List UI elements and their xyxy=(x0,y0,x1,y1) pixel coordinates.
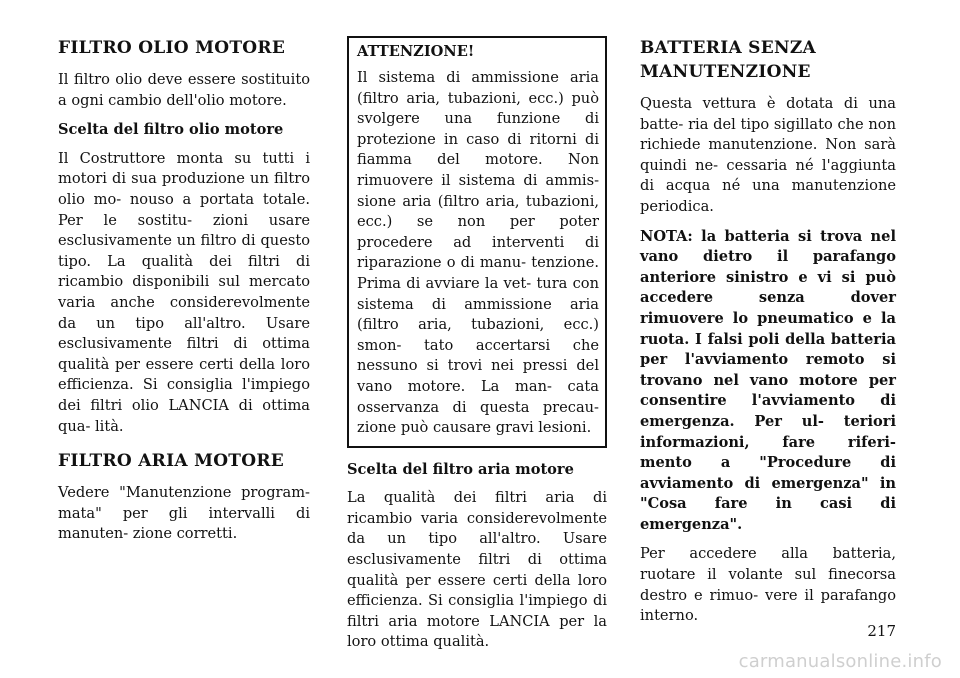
section-heading-air-filter: FILTRO ARIA MOTORE xyxy=(58,451,285,472)
oil-filter-intro: Il filtro olio deve essere sostituito a ogni cambio dell'olio motore. xyxy=(58,71,310,109)
battery-access: Per accedere alla batteria, ruotare il volante sul finecorsa destro e rimuo- vere il parafango interno. xyxy=(640,545,896,625)
warning-title: ATTENZIONE! xyxy=(357,43,475,60)
battery-note: NOTA: la batteria si trova nel vano dietro il parafango anteriore sinistro e vi si può accedere senza dover rimuovere lo pneumatico e la ruota. I falsi poli della batteria per l'avviamento remoto si trovano nel vano motore per consentire l'avviamento di emergenza. Per ul- teriori informazioni, fare riferi- mento a "Procedure di avviamento di emergenza" in "Cosa fare in casi di emergenza". xyxy=(640,227,896,533)
oil-filter-body: Il Costruttore monta su tutti i motori di sua produzione un filtro olio mo- nouso a portata totale. Per le sostitu- zioni usare esclusivamente un filtro di questo tipo. La qualità dei filtri di ricambio disponibili sul mercato varia anche considerevolmente da un tipo all'altro. Usare esclusivamente filtri di ottima qualità per essere certi della loro efficienza. Si consiglia l'impiego dei filtri olio LANCIA di ottima qua- lità. xyxy=(58,149,310,435)
oil-filter-subheading: Scelta del filtro olio motore xyxy=(58,121,284,139)
section-heading-battery: BATTERIA SENZA MANUTENZIONE xyxy=(640,38,817,82)
middle-column xyxy=(347,36,607,662)
watermark: carmanualsonline.info xyxy=(738,651,942,672)
section-heading-oil-filter: FILTRO OLIO MOTORE xyxy=(58,38,286,58)
battery-intro: Questa vettura è dotata di una batte- ria del tipo sigillato che non richiede manutenzione. Non sarà quindi ne- cessaria né l'aggiunta di acqua né una manutenzione periodica. xyxy=(640,95,896,215)
left-column xyxy=(58,36,310,554)
air-filter-body: La qualità dei filtri aria di ricambio varia considerevolmente da un tipo all'altro. Usare esclusivamente filtri di ottima qualità per essere certi della loro efficienza. Si consiglia l'impiego di filtri aria motore LANCIA per la loro ottima qualità. xyxy=(347,489,607,651)
page-number: 217 xyxy=(867,622,896,640)
warning-text: Il sistema di ammissione aria (filtro aria, tubazioni, ecc.) può svolgere una funzione di protezione in caso di ritorni di fiamma del motore. Non rimuovere il sistema di ammis- sione aria (filtro aria, tubazioni, ecc.) se non per poter procedere ad interventi di riparazione o di manu- tenzione. Prima di avviare la vet- tura con sistema di ammissione aria (filtro aria, tubazioni, ecc.) smon- tato accertarsi che nessuno si trovi nei pressi del vano motore. La man- cata osservanza di questa precau- zione può causare gravi lesioni. xyxy=(357,69,599,437)
air-filter-intro: Vedere "Manutenzione program- mata" per gli intervalli di manuten- zione corretti. xyxy=(58,484,310,543)
warning-box xyxy=(347,36,607,448)
right-column xyxy=(640,36,896,636)
air-filter-subheading: Scelta del filtro aria motore xyxy=(347,460,574,478)
